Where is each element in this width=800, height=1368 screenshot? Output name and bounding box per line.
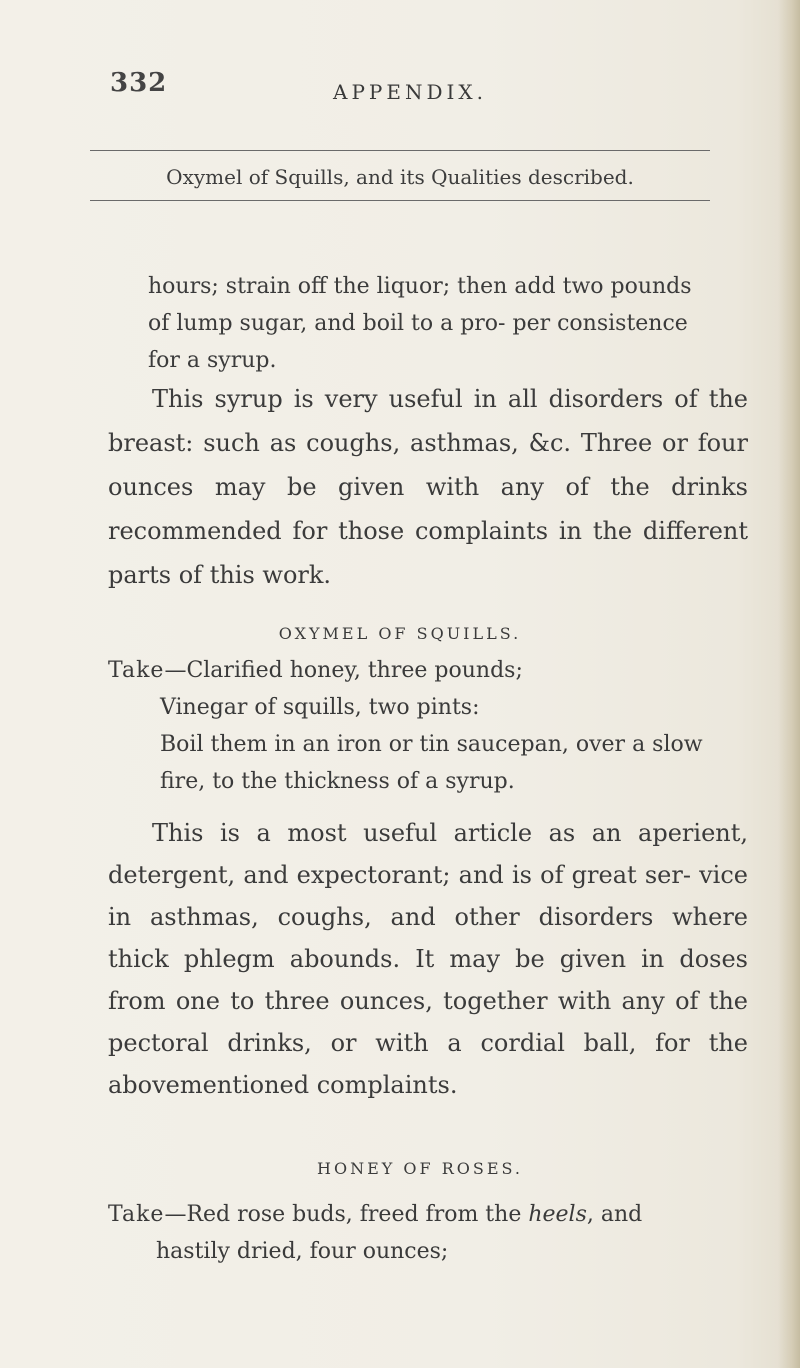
recipe-line-2: hastily dried, four ounces;	[156, 1239, 449, 1264]
recipe-lead-word: Take	[108, 658, 165, 683]
running-head: APPENDIX.	[333, 80, 487, 104]
heading-oxymel-of-squills: OXYMEL OF SQUILLS.	[278, 624, 522, 643]
recipe-honey-of-roses	[108, 1196, 748, 1270]
recipe-line-2: Vinegar of squills, two pints:	[160, 695, 480, 720]
page-number: 332	[110, 68, 168, 98]
header-rule-bottom	[90, 200, 710, 201]
heading-honey-of-roses: HONEY OF ROSES.	[317, 1159, 523, 1178]
recipe-line-1-italic: heels	[528, 1202, 587, 1227]
section-subtitle: Oxymel of Squills, and its Qualities described.	[166, 165, 634, 189]
recipe-oxymel	[108, 652, 728, 800]
paragraph-oxymel-uses: This is a most useful article as an aperient, detergent, and expectorant; and is of great ser- vice in asthmas, coughs, and other disorders where thick phlegm abounds. It may be given in doses from one to three ounces, together with any of the pectoral drinks, or with a cordial ball, for the abovementioned complaints.	[108, 819, 748, 1099]
recipe-line-1: —Clarified honey, three pounds;	[164, 658, 523, 683]
paragraph-syrup-uses: This syrup is very useful in all disorders of the breast: such as coughs, asthmas, &c. Three or four ounces may be given with any of the drinks recommended for those complaints in the different parts of this work.	[108, 385, 748, 589]
recipe-line-3: Boil them in an iron or tin saucepan, over a slow fire, to the thickness of a syrup.	[160, 732, 703, 794]
paragraph-continuation: hours; strain off the liquor; then add two pounds of lump sugar, and boil to a pro- per consistence for a syrup.	[148, 274, 692, 373]
recipe-line-1-start: —Red rose buds, freed from the	[164, 1202, 529, 1227]
recipe-line-1-end: , and	[586, 1202, 643, 1227]
recipe-lead-word: Take	[108, 1202, 165, 1227]
header-rule-top	[90, 150, 710, 151]
